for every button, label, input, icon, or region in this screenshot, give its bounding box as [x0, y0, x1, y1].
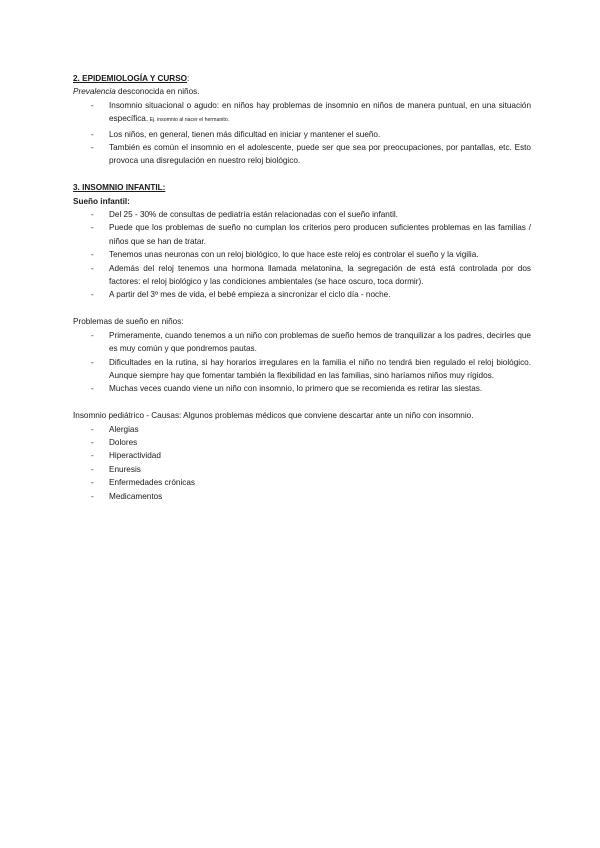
list-item-text: Los niños, en general, tienen más dificultad en iniciar y mantener el sueño.: [109, 129, 381, 139]
list-item: - Hiperactividad: [73, 449, 531, 462]
list-item: - Dolores: [73, 436, 531, 449]
section-3-heading-line: [73, 181, 531, 194]
list-item-text: Insomnio situacional o agudo: en niños hay problemas de insomnio en niños de manera puntual, en una situación específica.: [109, 100, 531, 124]
prevalence-term: Prevalencia: [73, 87, 116, 97]
list-item: - Muchas veces cuando viene un niño con insomnio, lo primero que se recomienda es retirar las siestas.: [73, 382, 531, 395]
list-item-note: Ej. insomnio al nacer el hermanito.: [148, 117, 230, 124]
sleep-infant-subheading: Sueño infantil:: [73, 196, 130, 206]
section-2-heading-line: [73, 72, 531, 85]
list-item: - A partir del 3º mes de vida, el bebé empieza a sincronizar el ciclo día - noche.: [73, 288, 531, 301]
document-content: [73, 72, 531, 503]
section-2-heading: 2. EPIDEMIOLOGÍA Y CURSO: [73, 74, 188, 83]
list-item: [73, 141, 531, 168]
causes-title: Insomnio pediátrico - Causas: Algunos problemas médicos que conviene descartar ante un niño con insomnio.: [73, 411, 474, 421]
list-item: - Además del reloj tenemos una hormona llamada melatonina, la segregación de está está controlada por dos factores: el reloj biológico y las condiciones ambientales (se hace oscuro, toca dormir).: [73, 262, 531, 289]
problems-title: Problemas de sueño en niños:: [73, 317, 184, 327]
list-item: - Alergias: [73, 423, 531, 436]
list-item: - Primeramente, cuando tenemos a un niño con problemas de sueño hemos de tranquilizar a los padres, decirles que es muy común y que pondremos pautas.: [73, 329, 531, 356]
section-3-list: [73, 208, 531, 302]
list-item: - Enfermedades crónicas: [73, 476, 531, 489]
list-item: - Enuresis: [73, 463, 531, 476]
problems-list: [73, 329, 531, 396]
section-2-heading-colon: :: [187, 74, 190, 83]
list-item: - Dificultades en la rutina, si hay horarios irregulares en la familia el niño no tendrá bien regulado el reloj biológico. Aunque siempre hay que fomentar también la flexibilidad en las familias, sino haríamos niños muy rígidos.: [73, 356, 531, 383]
prevalence-line: [73, 85, 531, 98]
list-item: - Puede que los problemas de sueño no cumplan los criterios pero producen suficientes problemas en las familias / niños que se han de tratar.: [73, 221, 531, 248]
section-3-heading: 3. INSOMNIO INFANTIL:: [73, 183, 166, 193]
list-item-text: También es común el insomnio en el adolescente, puede ser que sea por preocupaciones, por pantallas, etc. Esto provoca una disregulación en nuestro reloj biológico.: [109, 143, 531, 166]
list-item: - Del 25 - 30% de consultas de pediatría están relacionadas con el sueño infantil.: [73, 208, 531, 221]
list-item: - Medicamentos: [73, 490, 531, 503]
list-item: - Tenemos unas neuronas con un reloj biológico, lo que hace este reloj es controlar el sueño y la vigilia.: [73, 248, 531, 261]
section-2-list: [73, 99, 531, 168]
causes-list: [73, 423, 531, 503]
list-item: [73, 128, 531, 141]
prevalence-text: desconocida en niños.: [115, 87, 200, 97]
list-item: [73, 99, 531, 128]
